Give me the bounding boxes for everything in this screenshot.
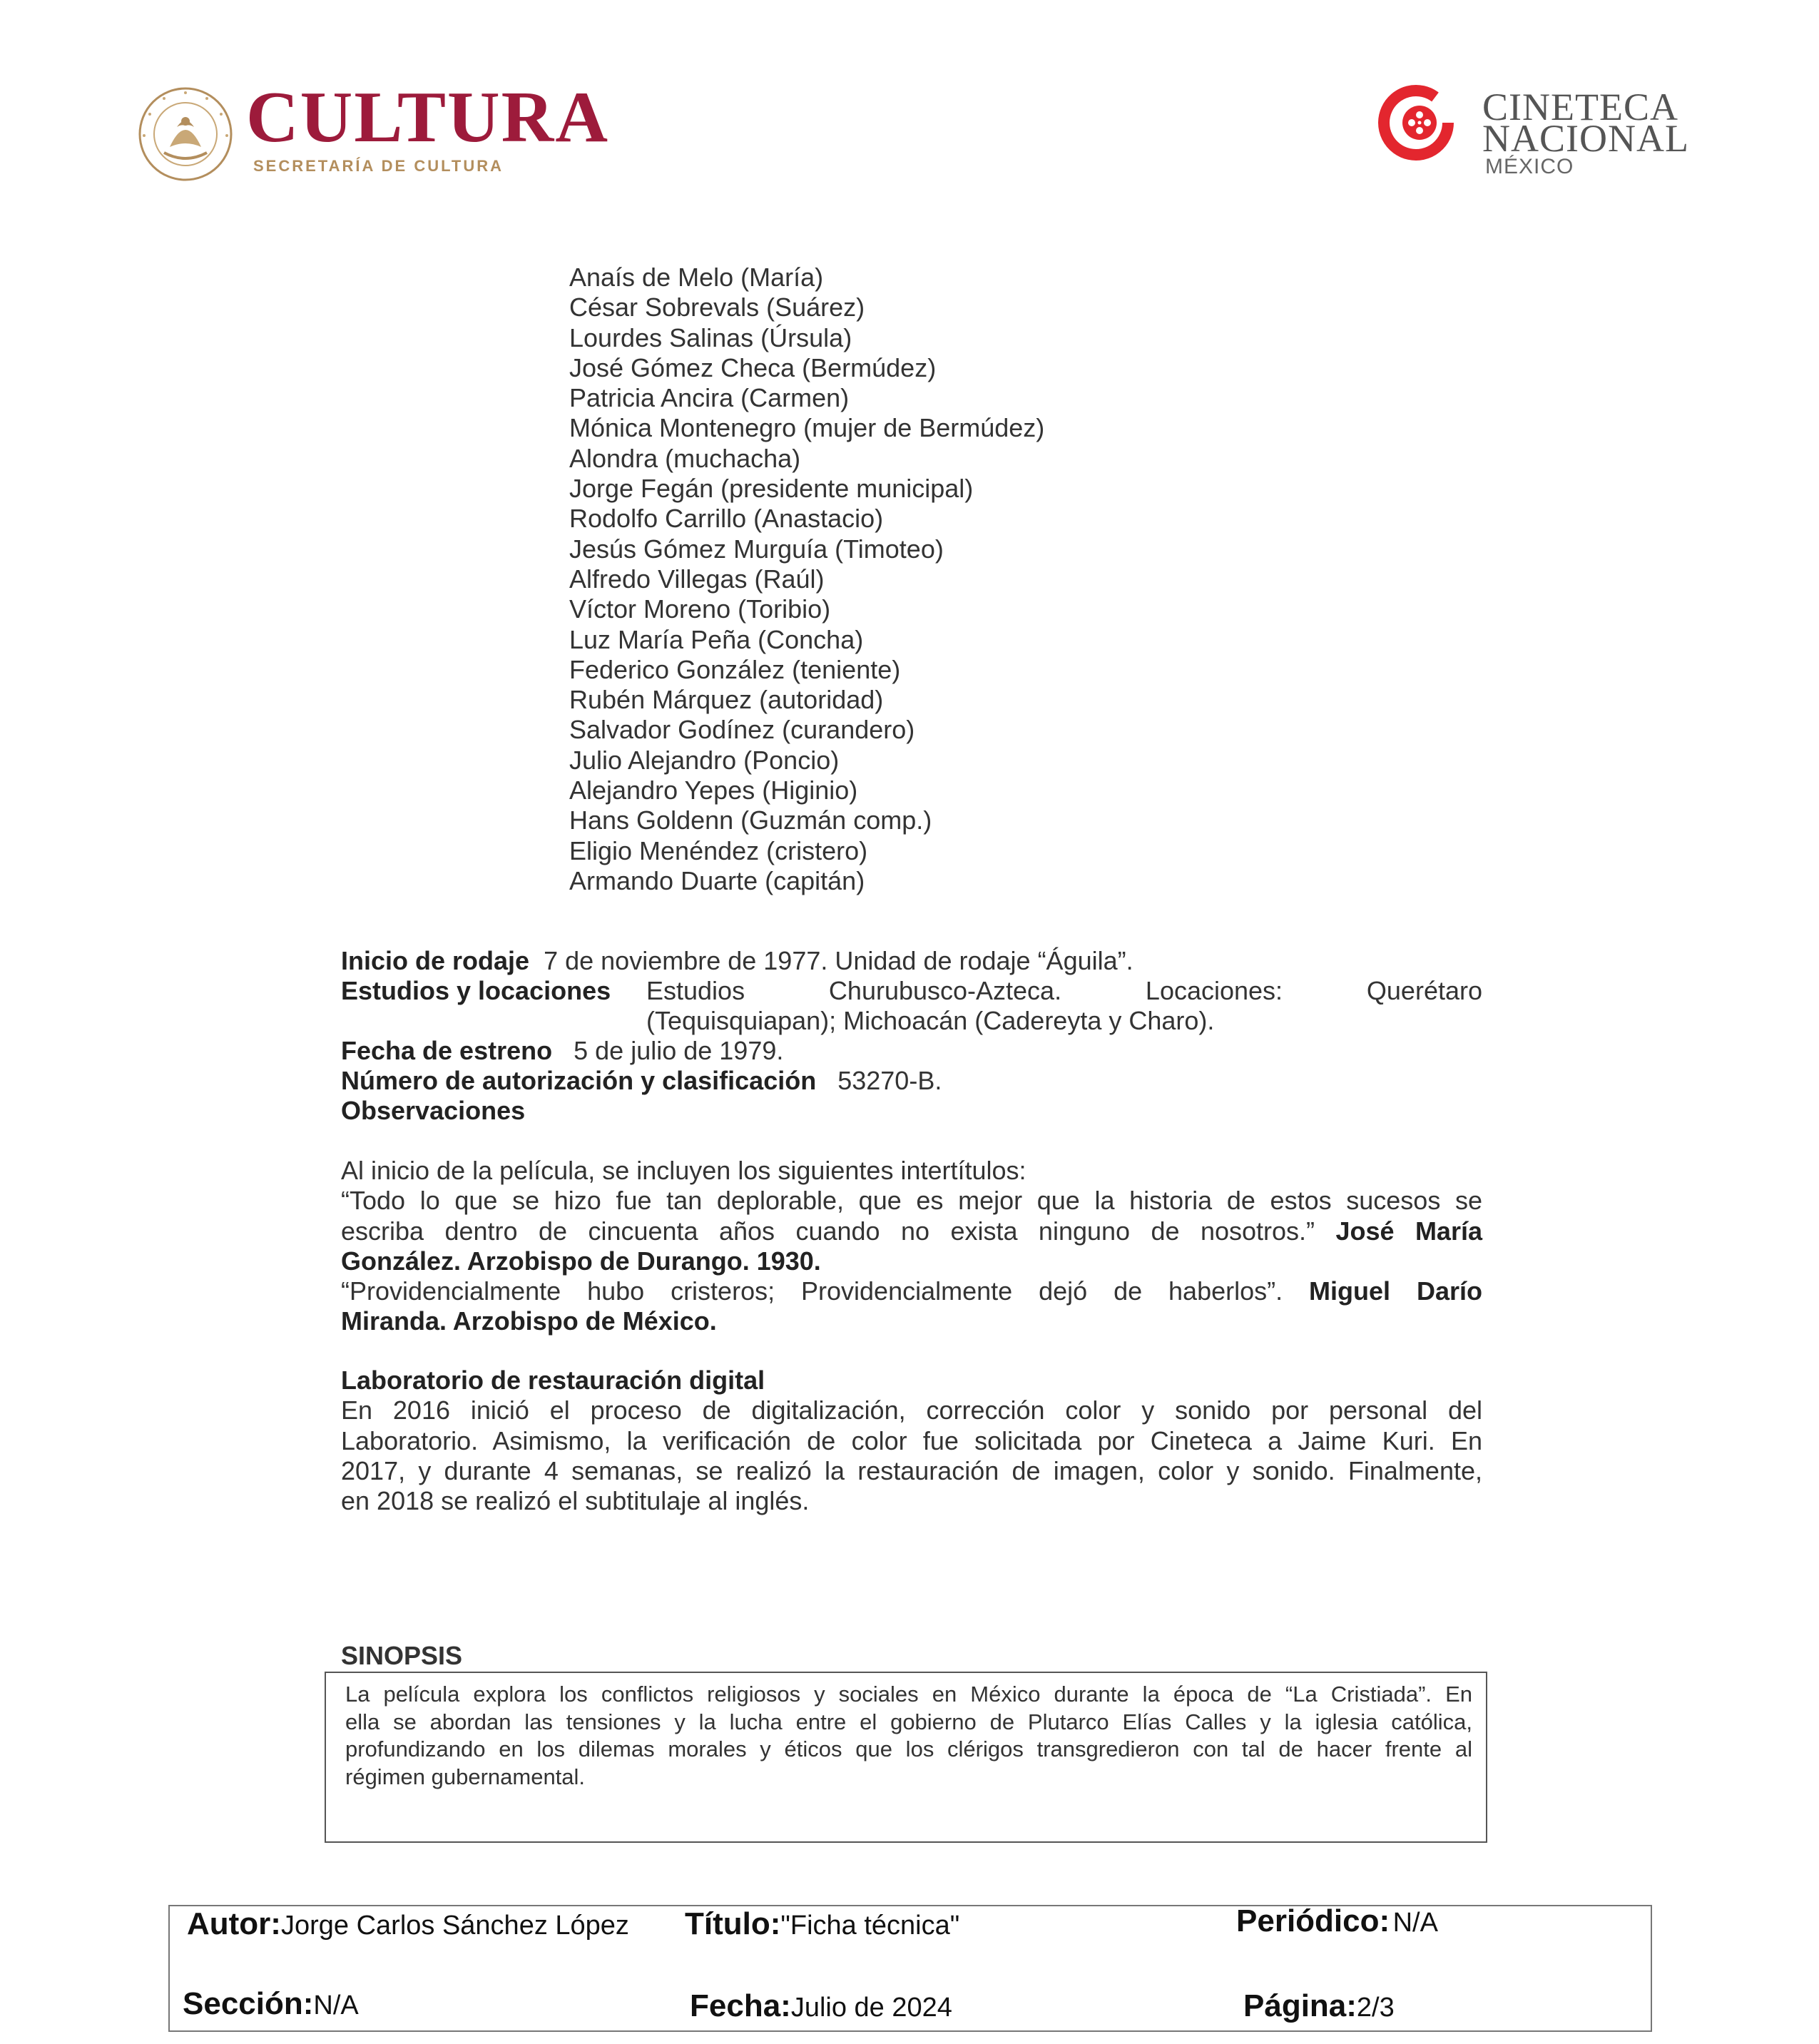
laboratorio-title: Laboratorio de restauración digital <box>341 1366 765 1395</box>
footer-pagina <box>1243 1988 1395 2024</box>
pagina-label: Página: <box>1243 1988 1357 2023</box>
sinopsis-text <box>345 1681 1472 1791</box>
cast-item: Julio Alejandro (Poncio) <box>569 745 840 775</box>
cast-item: Alondra (muchacha) <box>569 443 801 473</box>
footer-periodico <box>1236 1903 1438 1939</box>
laboratorio-line1: En 2016 inició el proceso de digitalización, corrección color y sonido por personal del <box>341 1395 1482 1425</box>
observaciones-heading <box>341 1096 525 1126</box>
quote1-line2: escriba dentro de cincuenta años cuando no exista ninguno de nosotros.” <box>341 1216 1315 1246</box>
sinopsis-line3: profundizando en los dilemas morales y éticos que los clérigos transgredieron con tal de hacer frente al <box>345 1737 1472 1761</box>
cast-item: Jorge Fegán (presidente municipal) <box>569 474 974 504</box>
quote1-line2-wrap <box>341 1216 1482 1246</box>
pagina-value: 2/3 <box>1356 1993 1395 2023</box>
inicio-label: Inicio de rodaje <box>341 946 530 975</box>
autorizacion-value: 53270-B. <box>837 1066 942 1095</box>
cast-item: Alfredo Villegas (Raúl) <box>569 564 825 594</box>
estreno-label: Fecha de estreno <box>341 1036 553 1065</box>
cast-item: Alejandro Yepes (Higinio) <box>569 776 858 805</box>
laboratorio-line4: en 2018 se realizó el subtitulaje al inglés. <box>341 1486 810 1516</box>
quote1-author-b: González. Arzobispo de Durango. 1930. <box>341 1246 821 1276</box>
cast-item: Federico González (teniente) <box>569 654 901 684</box>
estudios-value-line2: (Tequisquiapan); Michoacán (Cadereyta y Charo). <box>646 1006 1215 1035</box>
cast-item: Luz María Peña (Concha) <box>569 624 864 654</box>
cultura-subtitle: SECRETARÍA DE CULTURA <box>253 157 504 175</box>
footer-autor <box>187 1906 629 1942</box>
cast-list <box>569 263 1044 896</box>
sinopsis-line4: régimen gubernamental. <box>345 1764 586 1789</box>
cast-item: Mónica Montenegro (mujer de Bermúdez) <box>569 413 1045 443</box>
seccion-value: N/A <box>313 1990 359 2020</box>
cast-item: Eligio Menéndez (cristero) <box>569 835 868 865</box>
quote2-line-wrap <box>341 1276 1482 1306</box>
sinopsis-line2: ella se abordan las tensiones y la lucha entre el gobierno de Plutarco Elías Calles y la iglesia católica, <box>345 1709 1472 1734</box>
cast-item: Hans Goldenn (Guzmán comp.) <box>569 805 932 835</box>
cast-item: Armando Duarte (capitán) <box>569 865 865 895</box>
estudios-value-line1: Estudios Churubusco-Azteca. Locaciones: Querétaro <box>646 976 1482 1005</box>
secretaria-de-cultura-logo <box>136 77 610 193</box>
cast-item: José Gómez Checa (Bermúdez) <box>569 352 937 382</box>
laboratorio-line2: Laboratorio. Asimismo, la verificación de color fue solicitada por Cineteca a Jaime Kuri. En <box>341 1425 1482 1455</box>
estudios-label-row <box>341 976 611 1006</box>
laboratorio-block <box>341 1366 1482 1516</box>
footer-seccion <box>183 1986 359 2022</box>
observaciones-intro: Al inicio de la película, se incluyen los siguientes intertítulos: <box>341 1156 1026 1185</box>
fecha-label: Fecha: <box>690 1988 791 2023</box>
cast-item: Rubén Márquez (autoridad) <box>569 685 884 715</box>
autor-value: Jorge Carlos Sánchez López <box>280 1911 629 1941</box>
inicio-value: 7 de noviembre de 1977. Unidad de rodaje “Águila”. <box>544 946 1133 975</box>
fecha-value: Julio de 2024 <box>790 1993 952 2023</box>
cast-item: Patricia Ancira (Carmen) <box>569 383 850 413</box>
quote2: “Providencialmente hubo cristeros; Providencialmente dejó de haberlos”. <box>341 1276 1283 1306</box>
fecha-estreno-row <box>341 1036 783 1066</box>
quote1-line1: “Todo lo que se hizo fue tan deplorable, que es mejor que la historia de estos sucesos se <box>341 1186 1482 1216</box>
observaciones-label: Observaciones <box>341 1096 526 1125</box>
estreno-value: 5 de julio de 1979. <box>574 1036 784 1065</box>
cultura-wordmark: CULTURA <box>246 77 610 158</box>
titulo-label: Título: <box>685 1906 781 1941</box>
estudios-value <box>646 976 1482 1036</box>
cast-item: César Sobrevals (Suárez) <box>569 293 865 322</box>
footer-titulo <box>685 1906 959 1942</box>
observaciones-block <box>341 1156 1482 1337</box>
film-reel-icon <box>1377 83 1455 162</box>
seccion-label: Sección: <box>183 1986 314 2021</box>
periodico-label: Periódico: <box>1236 1903 1390 1938</box>
laboratorio-line3: 2017, y durante 4 semanas, se realizó la restauración de imagen, color y sonido. Finalmente, <box>341 1455 1482 1485</box>
sinopsis-title: SINOPSIS <box>341 1641 463 1670</box>
inicio-de-rodaje-row <box>341 946 1133 976</box>
autor-label: Autor: <box>187 1906 281 1941</box>
cast-item: Víctor Moreno (Toribio) <box>569 594 831 624</box>
quote2-author-b: Miranda. Arzobispo de México. <box>341 1306 717 1336</box>
sinopsis-line1: La película explora los conflictos religiosos y sociales en México durante la época de “La Cristiada”. En <box>345 1682 1472 1707</box>
quote1-author-a: José María <box>1335 1216 1482 1246</box>
periodico-value: N/A <box>1392 1908 1438 1938</box>
autorizacion-row <box>341 1066 942 1096</box>
footer-fecha <box>690 1988 952 2024</box>
estudios-label: Estudios y locaciones <box>341 976 611 1005</box>
cast-item: Anaís de Melo (María) <box>569 263 824 292</box>
cast-item: Jesús Gómez Murguía (Timoteo) <box>569 534 944 564</box>
cast-item: Rodolfo Carrillo (Anastacio) <box>569 504 884 534</box>
cineteca-nacional-logo <box>1377 82 1691 182</box>
cineteca-wordmark-line2: NACIONAL <box>1482 117 1689 160</box>
titulo-value: "Ficha técnica" <box>780 1911 960 1941</box>
cast-item: Lourdes Salinas (Úrsula) <box>569 322 852 352</box>
cineteca-wordmark-line3: MÉXICO <box>1485 155 1574 178</box>
cast-item: Salvador Godínez (curandero) <box>569 715 915 745</box>
quote2-author-a: Miguel Darío <box>1309 1276 1482 1306</box>
page-header <box>0 0 1819 228</box>
autorizacion-label: Número de autorización y clasificación <box>341 1066 817 1095</box>
cineteca-wordmark-line1: CINETECA <box>1482 86 1678 128</box>
mexican-coat-of-arms-seal-icon <box>136 84 235 184</box>
